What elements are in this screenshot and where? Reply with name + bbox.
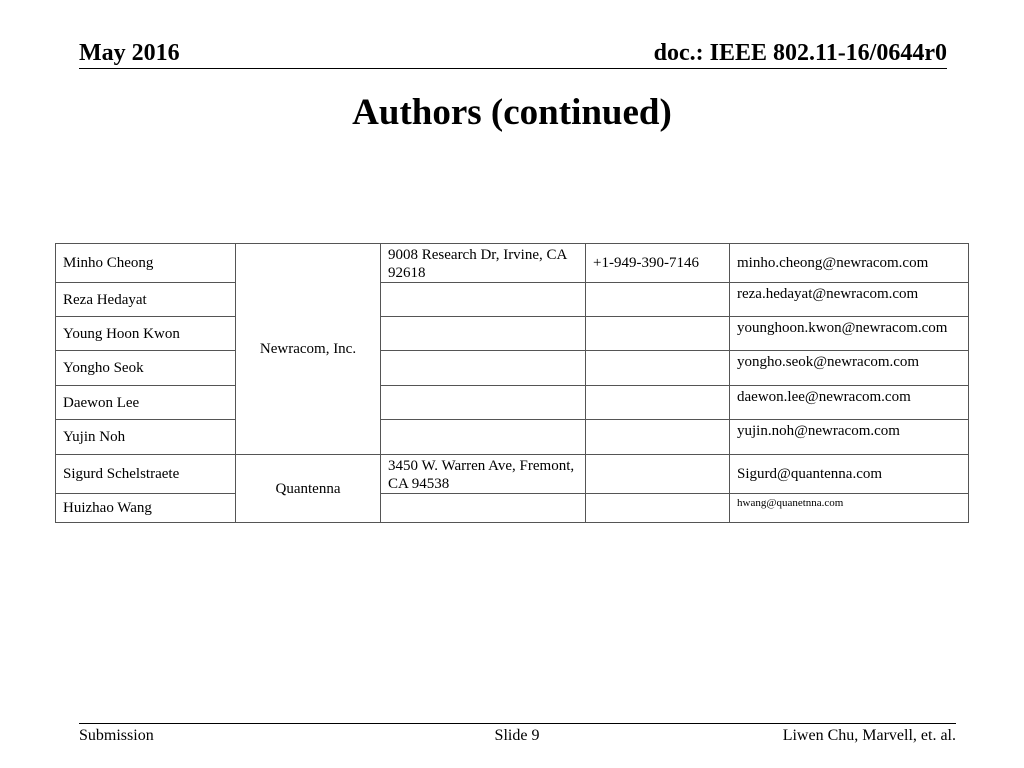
author-name: Minho Cheong: [56, 244, 236, 283]
author-email: daewon.lee@newracom.com: [730, 386, 969, 420]
table-row: [56, 494, 969, 523]
author-name: Yujin Noh: [56, 420, 236, 455]
table-row: [56, 244, 969, 283]
header-doc-id: doc.: IEEE 802.11-16/0644r0: [653, 40, 947, 66]
author-phone: [586, 317, 730, 351]
header-rule: [79, 68, 947, 69]
author-phone: +1-949-390-7146: [586, 244, 730, 283]
author-address: [381, 494, 586, 523]
author-phone: [586, 420, 730, 455]
table-row: [56, 420, 969, 455]
author-email: hwang@quanetnna.com: [730, 494, 969, 523]
table-row: [56, 351, 969, 386]
author-email: minho.cheong@newracom.com: [730, 244, 969, 283]
author-phone: [586, 351, 730, 386]
author-name: Sigurd Schelstraete: [56, 455, 236, 494]
author-affiliation: Newracom, Inc.: [236, 244, 381, 455]
header-date: May 2016: [79, 40, 180, 66]
slide-title: Authors (continued): [352, 92, 672, 133]
author-address: 9008 Research Dr, Irvine, CA 92618: [381, 244, 586, 283]
footer-rule: [79, 723, 956, 724]
author-email: yujin.noh@newracom.com: [730, 420, 969, 455]
author-email: reza.hedayat@newracom.com: [730, 283, 969, 317]
table-row: [56, 386, 969, 420]
author-address: [381, 386, 586, 420]
footer-slide-number: Slide 9: [494, 727, 540, 744]
footer-authors: Liwen Chu, Marvell, et. al.: [782, 727, 956, 744]
author-name: Young Hoon Kwon: [56, 317, 236, 351]
author-name: Reza Hedayat: [56, 283, 236, 317]
author-name: Daewon Lee: [56, 386, 236, 420]
author-address: [381, 420, 586, 455]
author-address: [381, 317, 586, 351]
author-email: Sigurd@quantenna.com: [730, 455, 969, 494]
table-row: [56, 283, 969, 317]
author-name: Huizhao Wang: [56, 494, 236, 523]
author-phone: [586, 283, 730, 317]
authors-table: [55, 243, 969, 523]
author-affiliation: Quantenna: [236, 455, 381, 523]
author-phone: [586, 494, 730, 523]
author-phone: [586, 386, 730, 420]
author-address: [381, 283, 586, 317]
table-row: [56, 455, 969, 494]
table-row: [56, 317, 969, 351]
author-email: younghoon.kwon@newracom.com: [730, 317, 969, 351]
author-email: yongho.seok@newracom.com: [730, 351, 969, 386]
author-phone: [586, 455, 730, 494]
author-address: [381, 351, 586, 386]
author-address: 3450 W. Warren Ave, Fremont, CA 94538: [381, 455, 586, 494]
footer-submission: Submission: [79, 727, 154, 744]
author-name: Yongho Seok: [56, 351, 236, 386]
